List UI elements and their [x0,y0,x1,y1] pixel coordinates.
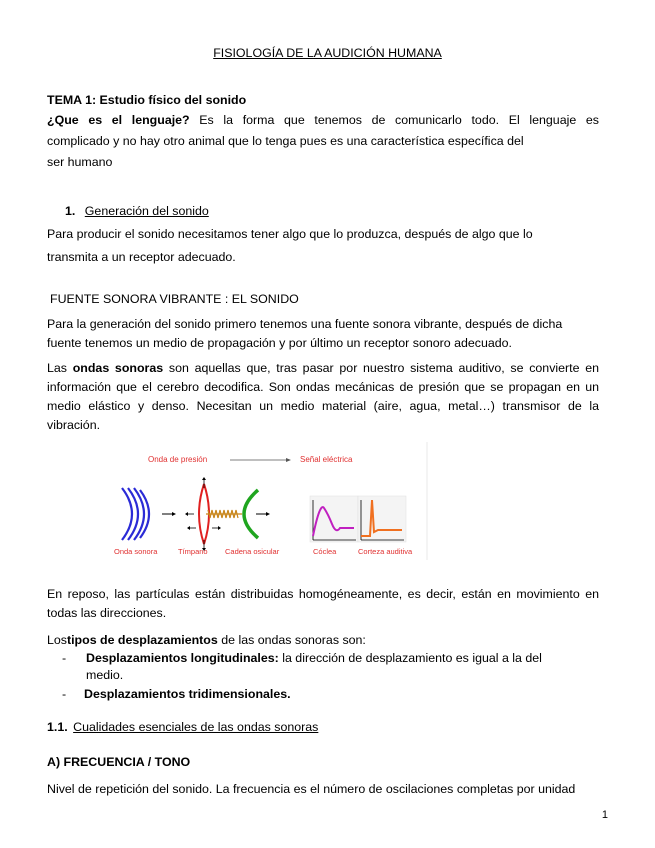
section-1-paragraph [47,225,599,267]
lenguaje-line-1: Es la forma que tenemos de comunicarlo todo. El lenguaje es [189,113,599,127]
frecuencia-line-1: Nivel de repetición del sonido. La frecuencia es el número de oscilaciones completas por unidad [47,782,576,796]
list-bullet: - [62,651,67,665]
section-1-number: 1. [65,204,76,218]
ondas-line-3: medio elástico y denso. Necesitan un medio material (aire, agua, metal…) transmisor de la [47,399,599,413]
item-1-bold: Desplazamientos longitudinales: [86,651,279,665]
cochlea-arc-icon [244,490,258,538]
arrow-1-head [172,512,176,516]
sound-wave-icon [122,488,149,540]
section-1-heading [65,204,209,218]
section-1-line-1: Para producir el sonido necesitamos tener algo que lo produzca, después de algo que lo [47,227,533,241]
cortex-signal-chart [358,496,406,542]
label-onda-presion: Onda de presión [148,455,208,464]
label-coclea: Cóclea [313,547,337,556]
cochlea-signal-chart [310,496,358,542]
lenguaje-line-3: ser humano [47,155,113,169]
lenguaje-question: ¿Que es el lenguaje? [47,113,190,127]
label-senal-electrica: Señal eléctrica [300,455,353,464]
tipos-intro [47,631,599,650]
reposo-line-1: En reposo, las partículas están distribuidas homogéneamente, es decir, están en movimiento en [47,587,599,601]
tema-heading: TEMA 1: Estudio físico del sonido [47,93,247,107]
section-1-line-2: transmita a un receptor adecuado. [47,250,236,264]
list-item [62,686,602,703]
item-1-text: la dirección de desplazamiento es igual a la del [278,651,542,665]
fuente-paragraph [47,315,599,353]
tipos-list [62,650,602,703]
item-1-line-2: medio. [86,668,124,682]
list-item [62,650,602,684]
section-1-title: Generación del sonido [84,204,209,218]
auditory-diagram-svg [108,442,428,560]
ondas-line-4: vibración. [47,418,101,432]
fuente-heading: FUENTE SONORA VIBRANTE : EL SONIDO [50,292,299,306]
ondas-bold: ondas sonoras [72,361,164,375]
lenguaje-paragraph [47,111,599,172]
fuente-line-1: Para la generación del sonido primero tenemos una fuente sonora vibrante, después de dicha [47,317,563,331]
auditory-diagram [108,442,428,560]
ondas-line-1: son aquellas que, tras pasar por nuestro sistema auditivo, se convierte en [163,361,600,375]
tipos-pre: Los [47,633,67,647]
tipos-post: de las ondas sonoras son: [217,633,366,647]
label-corteza: Corteza auditiva [358,547,413,556]
ossicular-chain-icon [206,510,242,518]
ondas-line-2: información que el cerebro decodifica. Son ondas mecánicas de presión que se propagan en un [47,380,599,394]
lenguaje-line-2: complicado y no hay otro animal que lo tenga pues es una característica específica del [47,134,524,148]
page-title: FISIOLOGÍA DE LA AUDICIÓN HUMANA [213,46,442,60]
label-timpano: Tímpano [178,547,208,556]
reposo-paragraph [47,585,599,623]
reposo-line-2: todas las direcciones. [47,606,167,620]
ondas-pre: Las [47,361,73,375]
label-cadena: Cadena osicular [225,547,280,556]
arrow-2-head [266,512,270,516]
section-1-1-number: 1.1. [47,720,68,734]
frecuencia-heading: A) FRECUENCIA / TONO [47,755,191,769]
ondas-paragraph [47,359,599,435]
section-1-1-heading [47,720,318,734]
fuente-line-2: fuente tenemos un medio de propagación y por último un receptor sonoro adecuado. [47,336,512,350]
page-number: 1 [601,809,608,821]
label-onda-sonora: Onda sonora [114,547,158,556]
tipos-bold: tipos de desplazamientos [66,633,218,647]
section-1-1-title: Cualidades esenciales de las ondas sonoras [73,720,319,734]
top-arrow-head [286,458,291,462]
item-2-bold: Desplazamientos tridimensionales. [84,687,291,701]
list-bullet: - [62,687,67,701]
